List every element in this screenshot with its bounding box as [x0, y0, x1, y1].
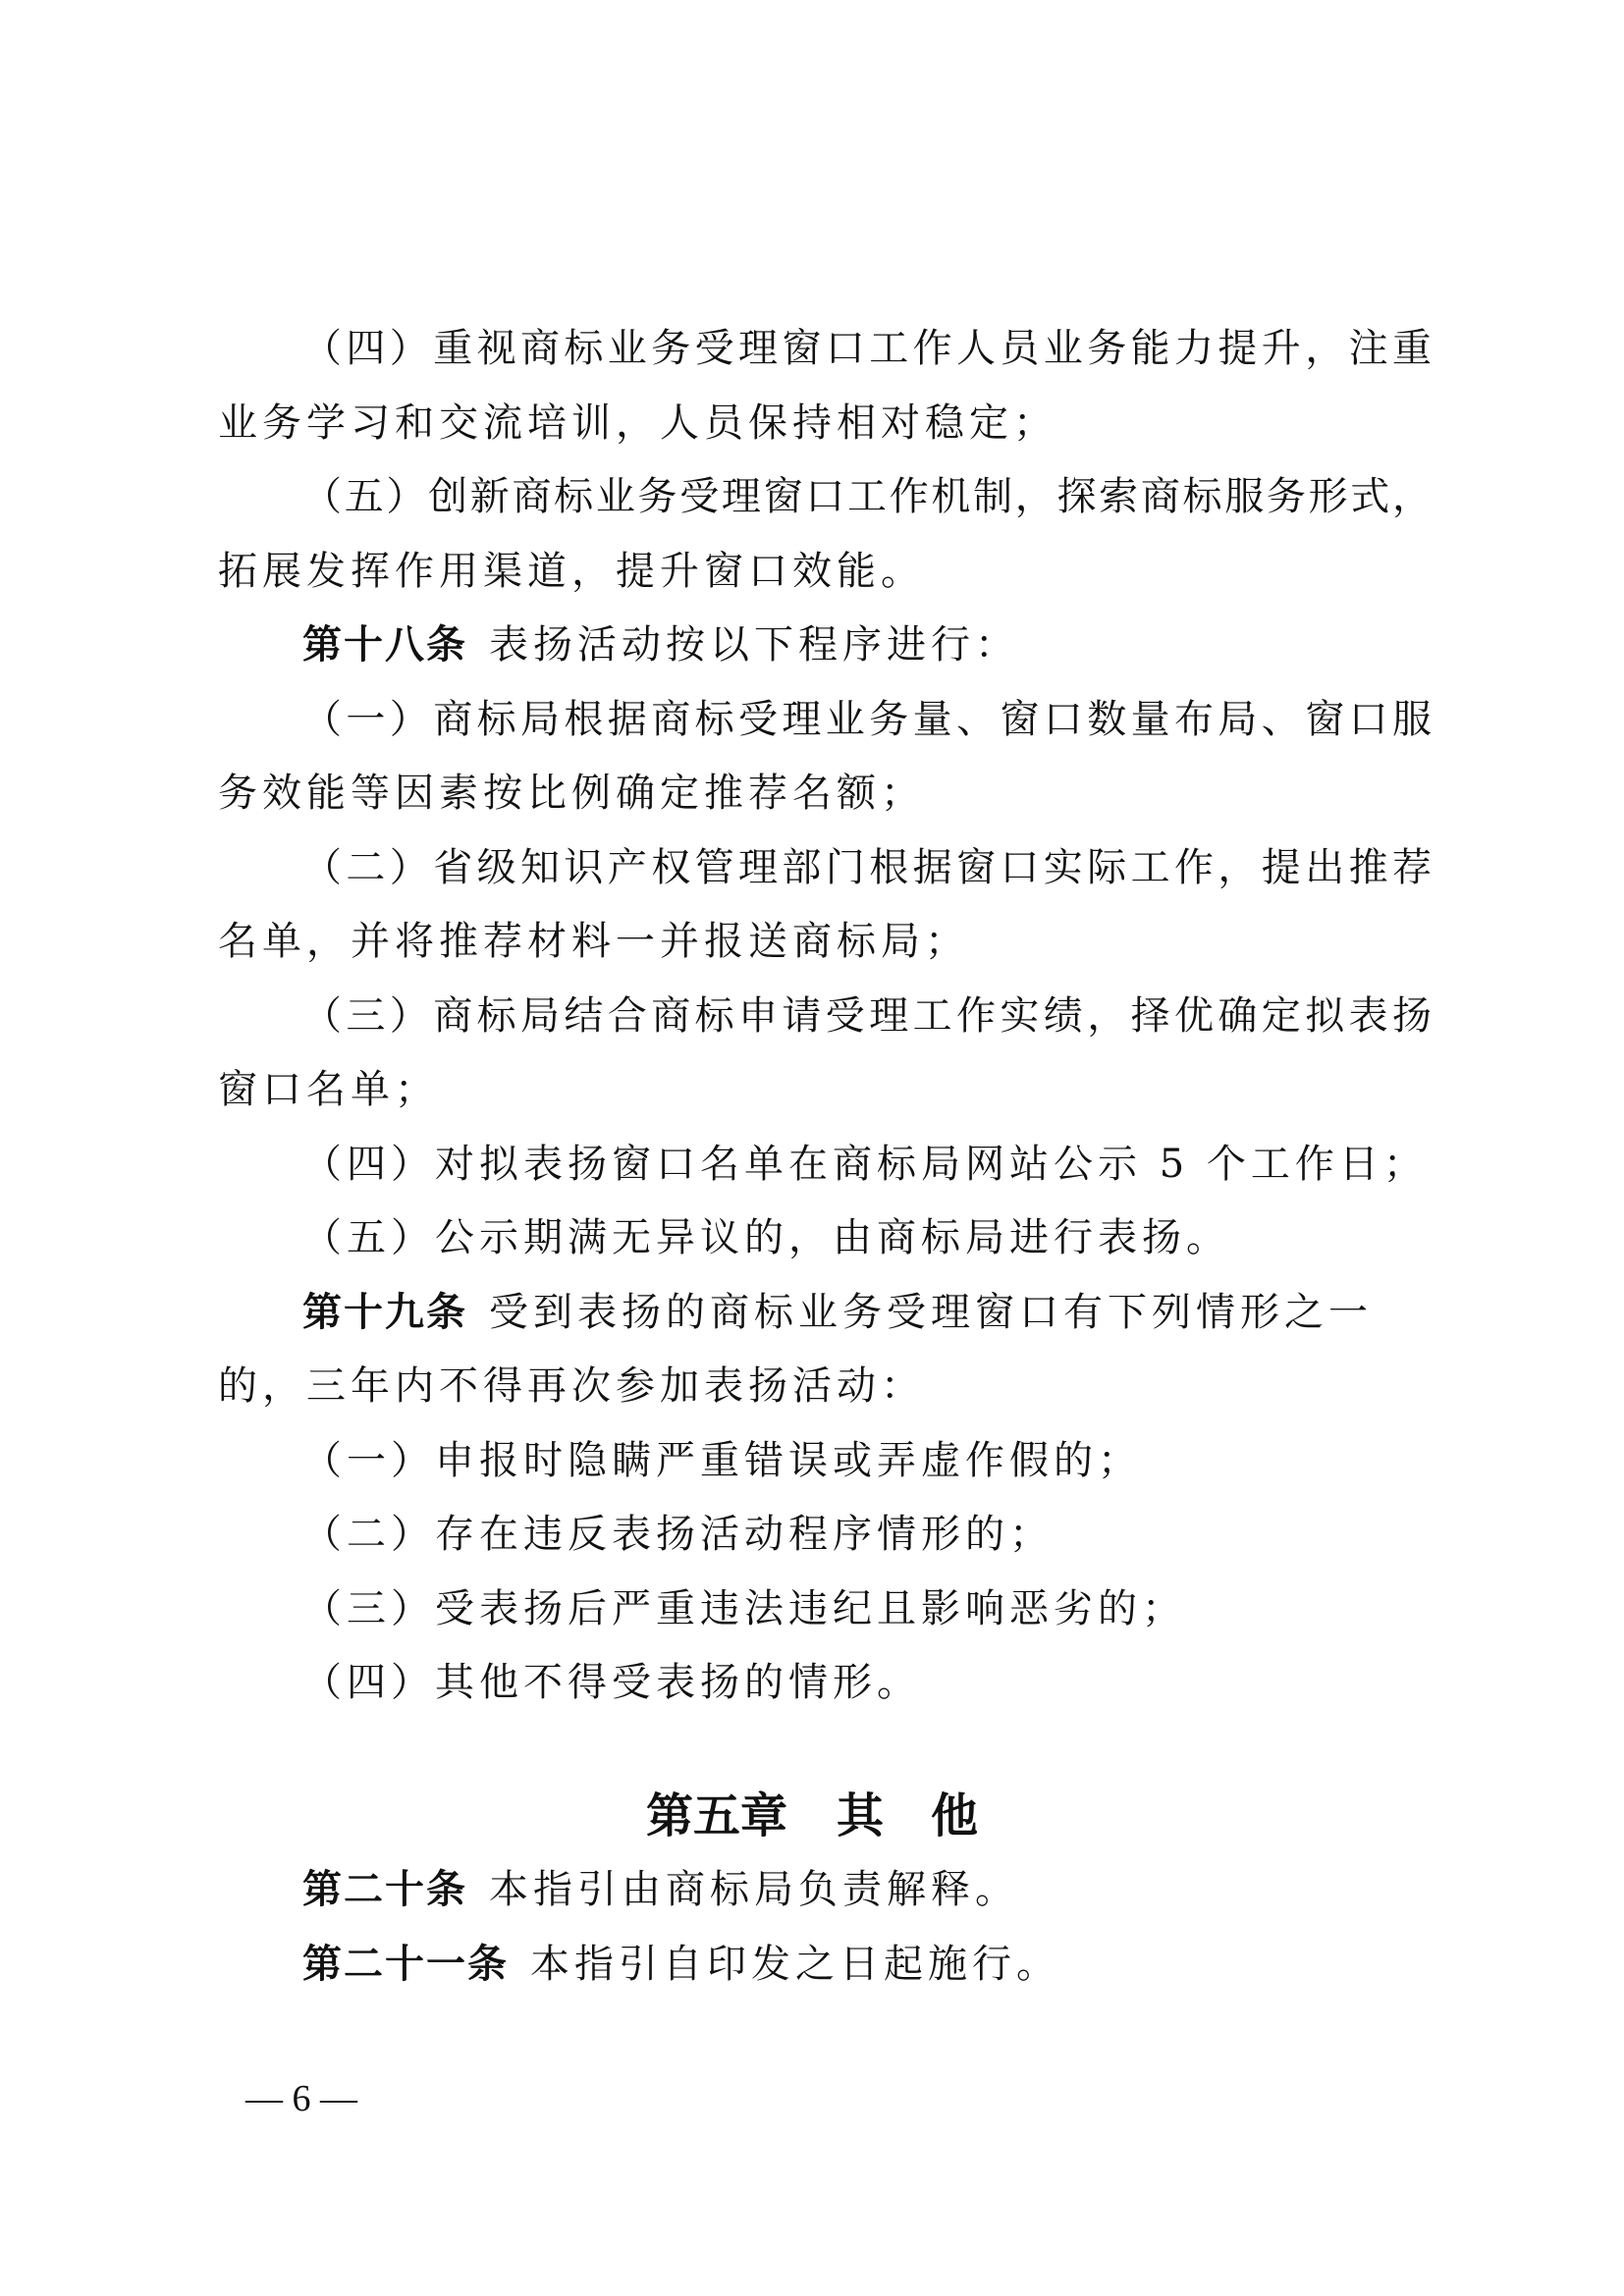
chapter-title: 第五章 — [645, 1789, 787, 1843]
article-paragraph — [218, 1276, 1432, 1351]
paragraph-line: （一）申报时隐瞒严重错误或弄虚作假的； — [302, 1437, 1142, 1483]
article-text: 受到表扬的商标业务受理窗口有下列情形之一 — [489, 1289, 1373, 1335]
article-heading: 第二十一条 — [302, 1941, 509, 1987]
article-heading: 第十八条 — [302, 622, 467, 667]
paragraph-line: （四）对拟表扬窗口名单在商标局网站公示 5 个工作日； — [302, 1141, 1428, 1187]
chapter-subtitle: 其 他 — [837, 1789, 979, 1843]
paragraph-line: 的，三年内不得再次参加表扬活动： — [218, 1363, 925, 1409]
paragraph-line: 拓展发挥作用渠道，提升窗口效能。 — [218, 548, 925, 594]
body-text-lower — [218, 1853, 1432, 2002]
article-heading: 第二十条 — [302, 1867, 467, 1912]
article-heading: 第十九条 — [302, 1289, 467, 1335]
paragraph-line: （二）省级知识产权管理部门根据窗口实际工作，提出推荐 — [302, 844, 1432, 890]
article-paragraph — [218, 1853, 1432, 1928]
paragraph-line: 名单，并将推荐材料一并报送商标局； — [218, 919, 969, 964]
chapter-heading — [0, 1777, 1624, 1855]
paragraph-line: 窗口名单； — [218, 1067, 439, 1112]
paragraph-line: （三）受表扬后严重违法违纪且影响恶劣的； — [302, 1585, 1186, 1631]
article-text: 表扬活动按以下程序进行： — [489, 622, 1019, 667]
article-paragraph — [218, 1928, 1432, 2002]
paragraph-line: （二）存在违反表扬活动程序情形的； — [302, 1512, 1054, 1557]
article-paragraph — [218, 609, 1432, 683]
paragraph-line: （三）商标局结合商标申请受理工作实绩，择优确定拟表扬 — [302, 992, 1432, 1039]
article-text: 本指引自印发之日起施行。 — [530, 1941, 1060, 1987]
paragraph-line: （四）重视商标业务受理窗口工作人员业务能力提升，注重 — [302, 326, 1432, 371]
paragraph-line: （五）创新商标业务受理窗口工作机制，探索商标服务形式， — [302, 474, 1432, 519]
body-text-upper — [218, 312, 1432, 1721]
article-text: 本指引由商标局负责解释。 — [489, 1867, 1019, 1912]
paragraph-line: （四）其他不得受表扬的情形。 — [302, 1660, 921, 1705]
paragraph-line: 务效能等因素按比例确定推荐名额； — [218, 771, 925, 816]
paragraph-line: （五）公示期满无异议的，由商标局进行表扬。 — [302, 1215, 1230, 1260]
paragraph-line: 业务学习和交流培训，人员保持相对稳定； — [218, 400, 1057, 446]
page-number: — 6 — — [245, 2078, 357, 2119]
paragraph-line: （一）商标局根据商标受理业务量、窗口数量布局、窗口服 — [302, 696, 1432, 742]
